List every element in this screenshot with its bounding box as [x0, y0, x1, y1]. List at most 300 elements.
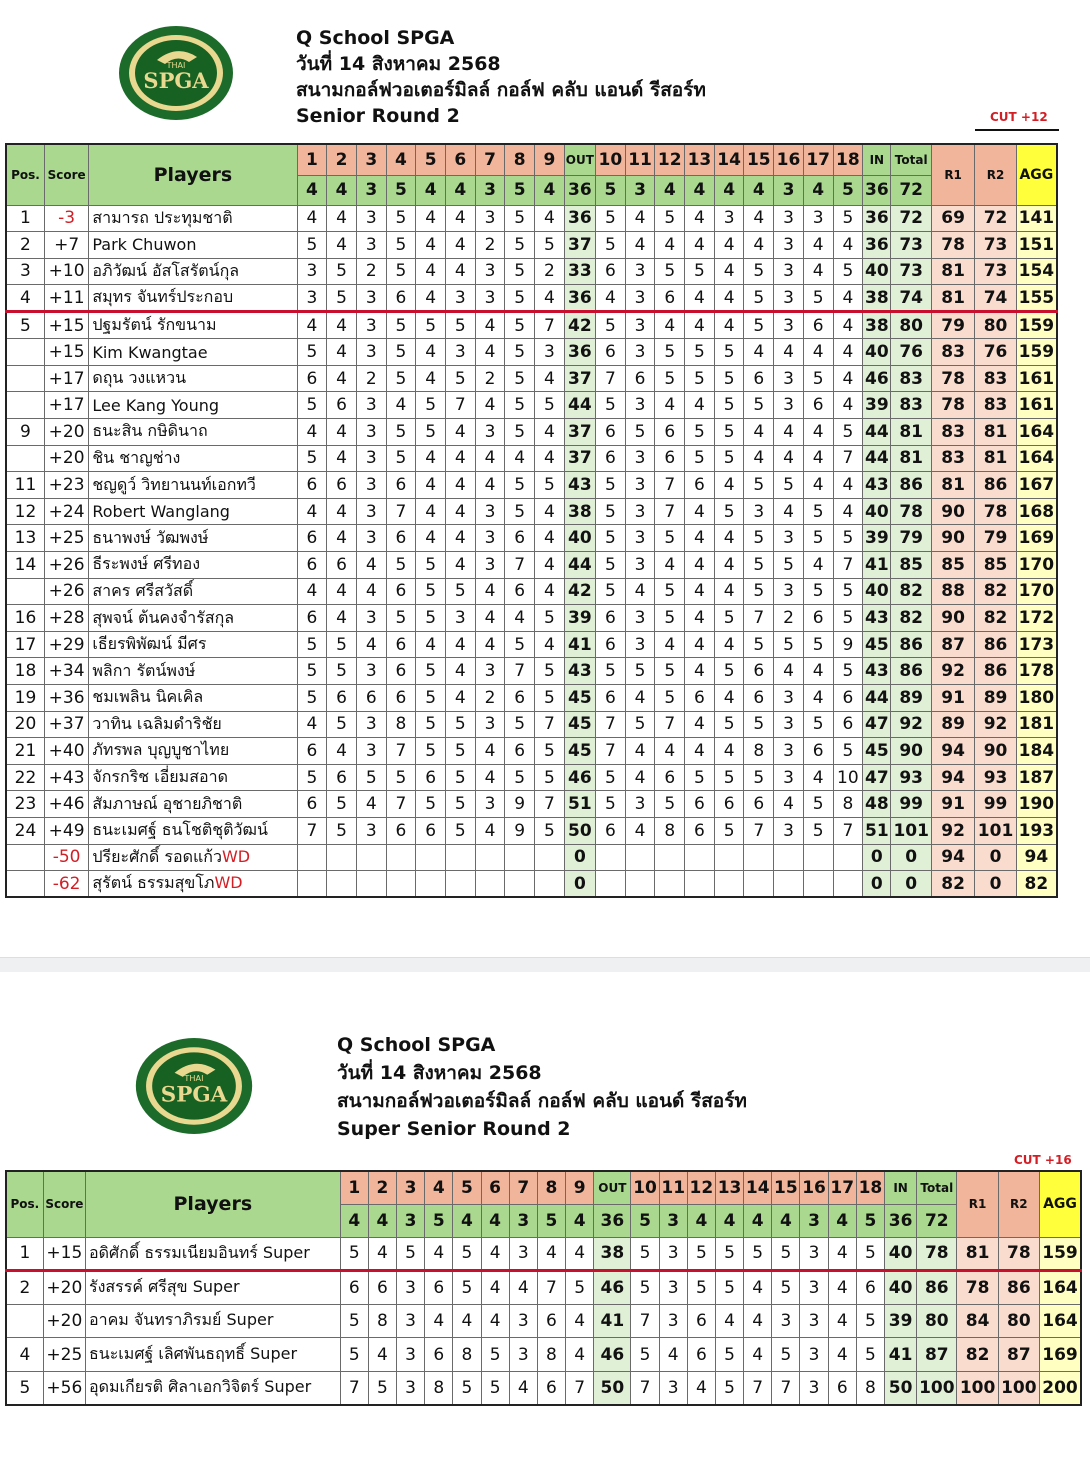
hole-score: 5 — [856, 1237, 884, 1271]
senior-cut-underline — [975, 129, 1059, 131]
total-score: 86 — [891, 472, 931, 499]
player-pos: 17 — [6, 631, 44, 658]
hole-score: 5 — [327, 658, 357, 685]
player-row — [6, 258, 1057, 285]
r1-score: 79 — [931, 312, 974, 339]
hole-score: 5 — [535, 472, 565, 499]
hole-score: 4 — [475, 764, 505, 791]
hole-score: 4 — [445, 232, 475, 259]
par-out: 36 — [594, 1204, 631, 1237]
player-row — [6, 392, 1057, 419]
hole-score: 6 — [856, 1271, 884, 1305]
hole-score: 3 — [774, 392, 804, 419]
super-venue: สนามกอล์ฟวอเตอร์มิลล์ กอล์ฟ คลับ แอนด์ รีสอร์ท — [337, 1090, 747, 1112]
agg-score: 159 — [1016, 312, 1057, 339]
agg-score: 190 — [1016, 791, 1057, 818]
player-name-text: อุดมเกียรติ ศิลาเอกวิจิตร์ Super — [89, 1377, 312, 1397]
hole-score: 3 — [800, 1371, 828, 1405]
hole-score: 5 — [445, 738, 475, 765]
hole-score: 4 — [714, 631, 744, 658]
hole-score: 4 — [445, 658, 475, 685]
hole-score: 5 — [505, 419, 535, 446]
player-row — [6, 738, 1057, 765]
hole-score: 3 — [625, 631, 655, 658]
hole-score: 5 — [596, 791, 626, 818]
hole-score: 3 — [475, 711, 505, 738]
r2-score: 86 — [975, 631, 1016, 658]
hole-score: 8 — [655, 817, 685, 844]
hole-score: 7 — [631, 1304, 659, 1338]
r1-score: 90 — [931, 498, 974, 525]
in-score: 40 — [884, 1271, 916, 1305]
hole-score: 4 — [596, 285, 626, 312]
player-name — [89, 764, 297, 791]
total-score: 83 — [891, 365, 931, 392]
hole-score: 5 — [505, 232, 535, 259]
hole-score: 3 — [800, 1304, 828, 1338]
player-name-text: สุรัตน์ ธรรมสุขโภ — [92, 873, 215, 893]
hole-score: 4 — [537, 1237, 565, 1271]
par-total: 72 — [917, 1204, 957, 1237]
player-row — [6, 312, 1057, 339]
hole-score: 4 — [685, 285, 715, 312]
hole-score — [714, 871, 744, 898]
hole-score: 6 — [803, 392, 833, 419]
hole-score — [297, 871, 327, 898]
player-name-text: ธนาพงษ์ วัฒพงษ์ — [92, 527, 209, 547]
hole-number: 9 — [535, 144, 565, 175]
r2-header: R2 — [975, 144, 1016, 205]
out-score: 45 — [564, 738, 595, 765]
total-score: 79 — [891, 525, 931, 552]
hole-score: 3 — [356, 498, 386, 525]
hole-number: 15 — [744, 144, 774, 175]
hole-score: 6 — [625, 365, 655, 392]
player-row — [6, 658, 1057, 685]
hole-score: 5 — [714, 605, 744, 632]
player-row — [6, 525, 1057, 552]
hole-score: 5 — [445, 312, 475, 339]
hole-score: 3 — [774, 738, 804, 765]
hole-score: 8 — [453, 1338, 481, 1372]
hole-score: 4 — [509, 1371, 537, 1405]
par-value: 4 — [772, 1204, 800, 1237]
hole-score — [596, 844, 626, 871]
hole-score: 6 — [685, 472, 715, 499]
hole-score: 5 — [833, 605, 863, 632]
hole-score: 6 — [297, 791, 327, 818]
out-score: 37 — [564, 232, 595, 259]
hole-score: 5 — [386, 365, 416, 392]
hole-number: 13 — [685, 144, 715, 175]
hole-score: 5 — [481, 1371, 509, 1405]
hole-score: 3 — [475, 525, 505, 552]
hole-score: 6 — [744, 791, 774, 818]
hole-score: 4 — [803, 685, 833, 712]
hole-score: 3 — [475, 205, 505, 232]
hole-score: 7 — [744, 605, 774, 632]
hole-score: 5 — [340, 1237, 368, 1271]
player-pos — [6, 1304, 43, 1338]
player-pos — [6, 392, 44, 419]
hole-score: 6 — [833, 685, 863, 712]
r2-score: 72 — [975, 205, 1016, 232]
player-pos — [6, 365, 44, 392]
par-value: 4 — [340, 1204, 368, 1237]
hole-score: 5 — [687, 1271, 715, 1305]
player-score: +43 — [44, 764, 88, 791]
hole-score: 5 — [356, 764, 386, 791]
hole-score: 5 — [505, 631, 535, 658]
hole-score: 3 — [356, 472, 386, 499]
hole-score: 3 — [356, 232, 386, 259]
hole-score: 5 — [505, 258, 535, 285]
total-header: Total — [917, 1171, 957, 1204]
hole-score: 7 — [833, 445, 863, 472]
hole-score: 4 — [714, 312, 744, 339]
hole-number: 8 — [537, 1171, 565, 1204]
out-score: 38 — [564, 498, 595, 525]
total-score: 0 — [891, 871, 931, 898]
hole-score: 5 — [685, 258, 715, 285]
hole-score: 5 — [596, 525, 626, 552]
hole-score: 5 — [803, 578, 833, 605]
total-score: 83 — [891, 392, 931, 419]
hole-score: 4 — [685, 658, 715, 685]
r1-score: 91 — [931, 791, 974, 818]
hole-score: 5 — [386, 205, 416, 232]
hole-score: 4 — [356, 552, 386, 579]
par-value: 4 — [535, 175, 565, 205]
hole-score: 7 — [744, 817, 774, 844]
hole-score: 4 — [475, 392, 505, 419]
hole-score: 5 — [655, 685, 685, 712]
hole-score: 6 — [386, 578, 416, 605]
hole-score: 7 — [833, 817, 863, 844]
hole-score: 3 — [397, 1371, 425, 1405]
hole-score: 5 — [505, 711, 535, 738]
agg-score: 181 — [1016, 711, 1057, 738]
player-name — [89, 631, 297, 658]
hole-score: 3 — [509, 1304, 537, 1338]
hole-number: 14 — [744, 1171, 772, 1204]
hole-score: 6 — [386, 525, 416, 552]
hole-number: 3 — [356, 144, 386, 175]
agg-score: 154 — [1016, 258, 1057, 285]
withdrawn-badge: WD — [221, 846, 251, 866]
hole-number: 16 — [774, 144, 804, 175]
r2-score: 73 — [975, 258, 1016, 285]
hole-score — [386, 871, 416, 898]
hole-score: 5 — [416, 552, 446, 579]
r2-score: 85 — [975, 552, 1016, 579]
hole-score: 4 — [803, 419, 833, 446]
player-pos: 11 — [6, 472, 44, 499]
hole-score: 5 — [397, 1237, 425, 1271]
hole-score: 4 — [445, 525, 475, 552]
out-score: 0 — [564, 844, 595, 871]
agg-score: 173 — [1016, 631, 1057, 658]
hole-score: 3 — [774, 205, 804, 232]
hole-score: 4 — [828, 1237, 856, 1271]
hole-score: 3 — [774, 312, 804, 339]
hole-score: 3 — [625, 285, 655, 312]
hole-score: 5 — [714, 445, 744, 472]
hole-score: 4 — [803, 552, 833, 579]
hole-score — [356, 871, 386, 898]
out-score: 46 — [564, 764, 595, 791]
par-value: 5 — [425, 1204, 453, 1237]
hole-score: 4 — [481, 1304, 509, 1338]
par-value: 3 — [475, 175, 505, 205]
hole-score: 4 — [297, 498, 327, 525]
hole-score — [774, 844, 804, 871]
player-row — [6, 1338, 1081, 1372]
hole-score: 5 — [744, 258, 774, 285]
player-name-text: ชญดูว์ วิทยานนท์เอกทวี — [92, 474, 256, 494]
par-value: 3 — [397, 1204, 425, 1237]
player-row — [6, 844, 1057, 871]
hole-score: 5 — [596, 498, 626, 525]
hole-score — [655, 844, 685, 871]
hole-score: 5 — [856, 1304, 884, 1338]
player-row — [6, 1237, 1081, 1271]
hole-score: 6 — [386, 817, 416, 844]
in-score: 40 — [863, 498, 891, 525]
out-score: 45 — [564, 711, 595, 738]
r2-score: 89 — [975, 685, 1016, 712]
par-value: 4 — [566, 1204, 594, 1237]
total-score: 85 — [891, 552, 931, 579]
out-score: 0 — [564, 871, 595, 898]
hole-score: 6 — [537, 1371, 565, 1405]
hole-score: 4 — [714, 258, 744, 285]
hole-score: 4 — [445, 552, 475, 579]
hole-score: 8 — [386, 711, 416, 738]
hole-score: 6 — [425, 1271, 453, 1305]
player-score: +20 — [43, 1304, 85, 1338]
super-heading — [337, 1031, 747, 1143]
player-pos: 13 — [6, 525, 44, 552]
hole-number: 4 — [425, 1171, 453, 1204]
hole-score: 6 — [416, 764, 446, 791]
hole-score: 4 — [445, 498, 475, 525]
hole-score: 6 — [327, 552, 357, 579]
hole-number: 11 — [659, 1171, 687, 1204]
hole-score: 3 — [509, 1237, 537, 1271]
hole-score: 5 — [772, 1237, 800, 1271]
player-score: +29 — [44, 631, 88, 658]
hole-score: 5 — [744, 312, 774, 339]
in-score: 36 — [863, 232, 891, 259]
agg-score: 164 — [1016, 445, 1057, 472]
player-pos: 19 — [6, 685, 44, 712]
hole-score: 4 — [833, 365, 863, 392]
hole-score: 4 — [687, 1371, 715, 1405]
hole-score — [625, 871, 655, 898]
hole-score: 4 — [416, 472, 446, 499]
hole-score: 7 — [772, 1371, 800, 1405]
hole-score: 5 — [744, 472, 774, 499]
out-score: 37 — [564, 419, 595, 446]
hole-score: 5 — [655, 791, 685, 818]
player-name-text: รังสรรค์ ศรีสุข Super — [89, 1277, 240, 1297]
agg-score: 94 — [1016, 844, 1057, 871]
hole-score: 3 — [475, 791, 505, 818]
withdrawn-badge: WD — [214, 873, 243, 893]
hole-score: 5 — [596, 472, 626, 499]
agg-header: AGG — [1016, 144, 1057, 205]
hole-score: 3 — [774, 764, 804, 791]
player-row — [6, 552, 1057, 579]
hole-score: 5 — [505, 365, 535, 392]
par-value: 5 — [631, 1204, 659, 1237]
hole-score: 5 — [505, 498, 535, 525]
out-score: 44 — [564, 392, 595, 419]
hole-score: 3 — [625, 392, 655, 419]
hole-score: 5 — [803, 525, 833, 552]
player-name — [89, 392, 297, 419]
hole-score — [685, 871, 715, 898]
senior-title: Q School SPGA — [296, 27, 455, 49]
par-value: 3 — [800, 1204, 828, 1237]
in-score: 40 — [863, 578, 891, 605]
hole-score: 4 — [386, 392, 416, 419]
spga-logo — [133, 1036, 255, 1136]
hole-score: 5 — [714, 711, 744, 738]
par-value: 4 — [368, 1204, 396, 1237]
hole-score: 6 — [505, 685, 535, 712]
hole-score: 5 — [327, 631, 357, 658]
player-name-text: ปฐมรัตน์ รักขนาม — [92, 315, 217, 335]
hole-score: 6 — [828, 1371, 856, 1405]
hole-score: 5 — [505, 339, 535, 366]
hole-score: 5 — [715, 1371, 743, 1405]
hole-score: 7 — [833, 552, 863, 579]
total-score: 100 — [917, 1371, 957, 1405]
agg-score: 172 — [1016, 605, 1057, 632]
out-score: 38 — [594, 1237, 631, 1271]
hole-score: 4 — [685, 738, 715, 765]
player-row — [6, 871, 1057, 898]
player-pos: 18 — [6, 658, 44, 685]
player-score: +28 — [44, 605, 88, 632]
hole-score: 7 — [596, 711, 626, 738]
hole-score: 5 — [386, 764, 416, 791]
player-row — [6, 339, 1057, 366]
hole-score: 5 — [327, 285, 357, 312]
hole-score: 4 — [566, 1338, 594, 1372]
r2-score: 86 — [975, 472, 1016, 499]
hole-score: 5 — [416, 605, 446, 632]
player-pos: 22 — [6, 764, 44, 791]
hole-score — [475, 871, 505, 898]
agg-score: 164 — [1039, 1271, 1081, 1305]
par-value: 3 — [625, 175, 655, 205]
r1-score: 91 — [931, 685, 974, 712]
hole-score: 4 — [416, 339, 446, 366]
r1-score: 89 — [931, 711, 974, 738]
hole-score: 4 — [416, 205, 446, 232]
player-name-text: Park Chuwon — [92, 235, 197, 255]
hole-score: 3 — [445, 339, 475, 366]
out-score: 39 — [564, 605, 595, 632]
player-row — [6, 1271, 1081, 1305]
hole-score: 3 — [800, 1338, 828, 1372]
hole-score: 4 — [327, 605, 357, 632]
hole-score — [803, 871, 833, 898]
hole-score: 6 — [386, 285, 416, 312]
r2-score: 0 — [975, 871, 1016, 898]
hole-score — [833, 844, 863, 871]
agg-score: 169 — [1039, 1338, 1081, 1372]
super-cut-label: CUT +16 — [1014, 1153, 1072, 1167]
hole-score: 3 — [714, 205, 744, 232]
super-scoreboard — [5, 1170, 1082, 1406]
player-name — [89, 791, 297, 818]
player-name-text: เธียรพิพัฒน์ มีศร — [92, 634, 207, 654]
hole-score — [535, 844, 565, 871]
player-score: +40 — [44, 738, 88, 765]
r1-score: 92 — [931, 817, 974, 844]
hole-score: 4 — [475, 817, 505, 844]
r1-score: 83 — [931, 339, 974, 366]
hole-number: 10 — [631, 1171, 659, 1204]
hole-score: 6 — [687, 1338, 715, 1372]
player-pos: 2 — [6, 232, 44, 259]
hole-score: 3 — [475, 285, 505, 312]
player-pos: 5 — [6, 1371, 43, 1405]
r2-score: 80 — [975, 312, 1016, 339]
hole-score: 5 — [714, 498, 744, 525]
hole-score: 6 — [297, 365, 327, 392]
hole-score: 6 — [744, 685, 774, 712]
super-title: Q School SPGA — [337, 1034, 496, 1056]
senior-venue: สนามกอล์ฟวอเตอร์มิลล์ กอล์ฟ คลับ แอนด์ รีสอร์ท — [296, 79, 706, 101]
hole-score: 4 — [744, 1271, 772, 1305]
hole-score: 4 — [475, 445, 505, 472]
hole-score: 4 — [535, 365, 565, 392]
par-value: 4 — [744, 1204, 772, 1237]
hole-score: 5 — [445, 791, 475, 818]
par-value: 4 — [416, 175, 446, 205]
hole-score: 5 — [368, 1371, 396, 1405]
hole-score: 5 — [744, 578, 774, 605]
senior-heading — [296, 25, 706, 129]
hole-score: 5 — [340, 1338, 368, 1372]
hole-score: 4 — [535, 285, 565, 312]
r2-score: 78 — [998, 1237, 1039, 1271]
hole-score: 6 — [386, 658, 416, 685]
hole-score: 5 — [833, 738, 863, 765]
par-value: 4 — [828, 1204, 856, 1237]
r1-score: 85 — [931, 552, 974, 579]
hole-score: 4 — [505, 605, 535, 632]
hole-score — [386, 844, 416, 871]
hole-score: 4 — [535, 498, 565, 525]
out-score: 41 — [564, 631, 595, 658]
hole-score: 3 — [800, 1271, 828, 1305]
hole-score: 5 — [386, 258, 416, 285]
player-score: +20 — [43, 1271, 85, 1305]
hole-number: 15 — [772, 1171, 800, 1204]
hole-number: 2 — [368, 1171, 396, 1204]
hole-score: 5 — [535, 392, 565, 419]
total-score: 81 — [891, 419, 931, 446]
hole-score: 3 — [774, 817, 804, 844]
hole-score: 4 — [535, 419, 565, 446]
hole-score: 5 — [744, 392, 774, 419]
